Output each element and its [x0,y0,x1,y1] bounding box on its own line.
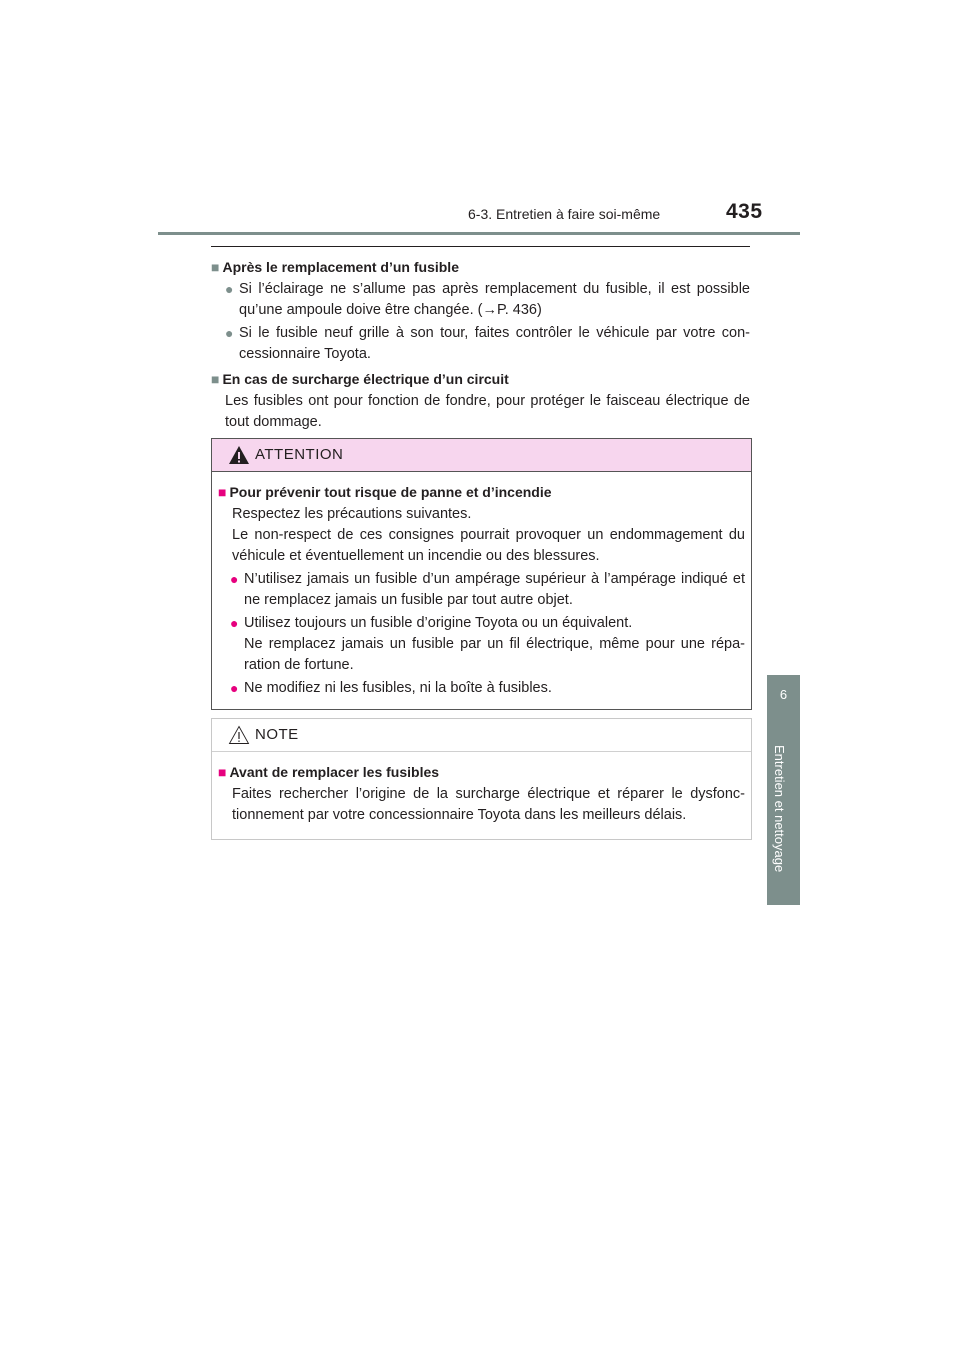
square-icon: ■ [211,259,220,275]
note-box [211,718,752,840]
square-icon: ■ [218,764,227,780]
side-tab-number: 6 [779,687,788,702]
attention-heading: ■ Pour prévenir tout risque de panne et d’incendie [218,484,552,500]
section-heading: ■ En cas de surcharge électrique d’un circuit [211,371,509,387]
page-number: 435 [726,200,763,223]
dot-icon: ● [225,325,234,341]
dot-icon: ● [230,571,239,587]
header-section-title: 6-3. Entretien à faire soi-même [468,206,661,222]
list-item: ● N’utilisez jamais un fusible d’un ampérage supérieur à l’ampérage indiqué et ne remplacez jamais un fusible par tout autre objet. [230,571,745,608]
list-item: ● Utilisez toujours un fusible d’origine Toyota ou un équivalent. Ne remplacez jamais un fusible par un fil électrique, même pour une répa-ration de fortune. [230,615,745,673]
note-header [212,719,751,752]
dot-icon: ● [230,615,239,631]
section-heading: ■ Après le remplacement d’un fusible [211,259,459,275]
square-icon: ■ [218,484,227,500]
note-heading: ■ Avant de remplacer les fusibles [218,764,440,780]
note-body [212,752,751,826]
side-tab-label: Entretien et nettoyage [772,745,787,873]
attention-box [211,438,752,710]
note-text: Faites rechercher l’origine de la surcharge électrique et réparer le dysfonc-tionnement par votre concessionnaire Toyota dans les meilleurs délais. [232,786,745,823]
warning-icon [228,445,250,465]
caution-outline-icon [228,725,250,745]
list-item: ● Ne modifiez ni les fusibles, ni la boîte à fusibles. [218,678,745,699]
attention-intro: Respectez les précautions suivantes. [232,506,472,522]
note-title: NOTE [255,726,299,743]
list-item: ● Si le fusible neuf grille à son tour, faites contrôler le véhicule par votre con-cessionnaire Toyota. [225,325,750,362]
list-item: ● Si l’éclairage ne s’allume pas après remplacement du fusible, il est possible qu’une ampoule doive être changée. (→P. 436) [225,281,750,318]
section-text: Les fusibles ont pour fonction de fondre, pour protéger le faisceau électrique de tout dommage. [225,393,750,430]
dot-icon: ● [225,281,234,297]
main-content [211,257,750,433]
dot-icon: ● [230,680,239,696]
attention-title: ATTENTION [255,446,344,463]
content-rule [211,246,750,247]
header-rule [158,232,800,235]
attention-intro: Le non-respect de ces consignes pourrait provoquer un endommagement du véhicule et éventuellement un incendie ou des blessures. [232,527,745,564]
attention-body [212,472,751,699]
square-icon: ■ [211,371,220,387]
attention-header [212,439,751,472]
